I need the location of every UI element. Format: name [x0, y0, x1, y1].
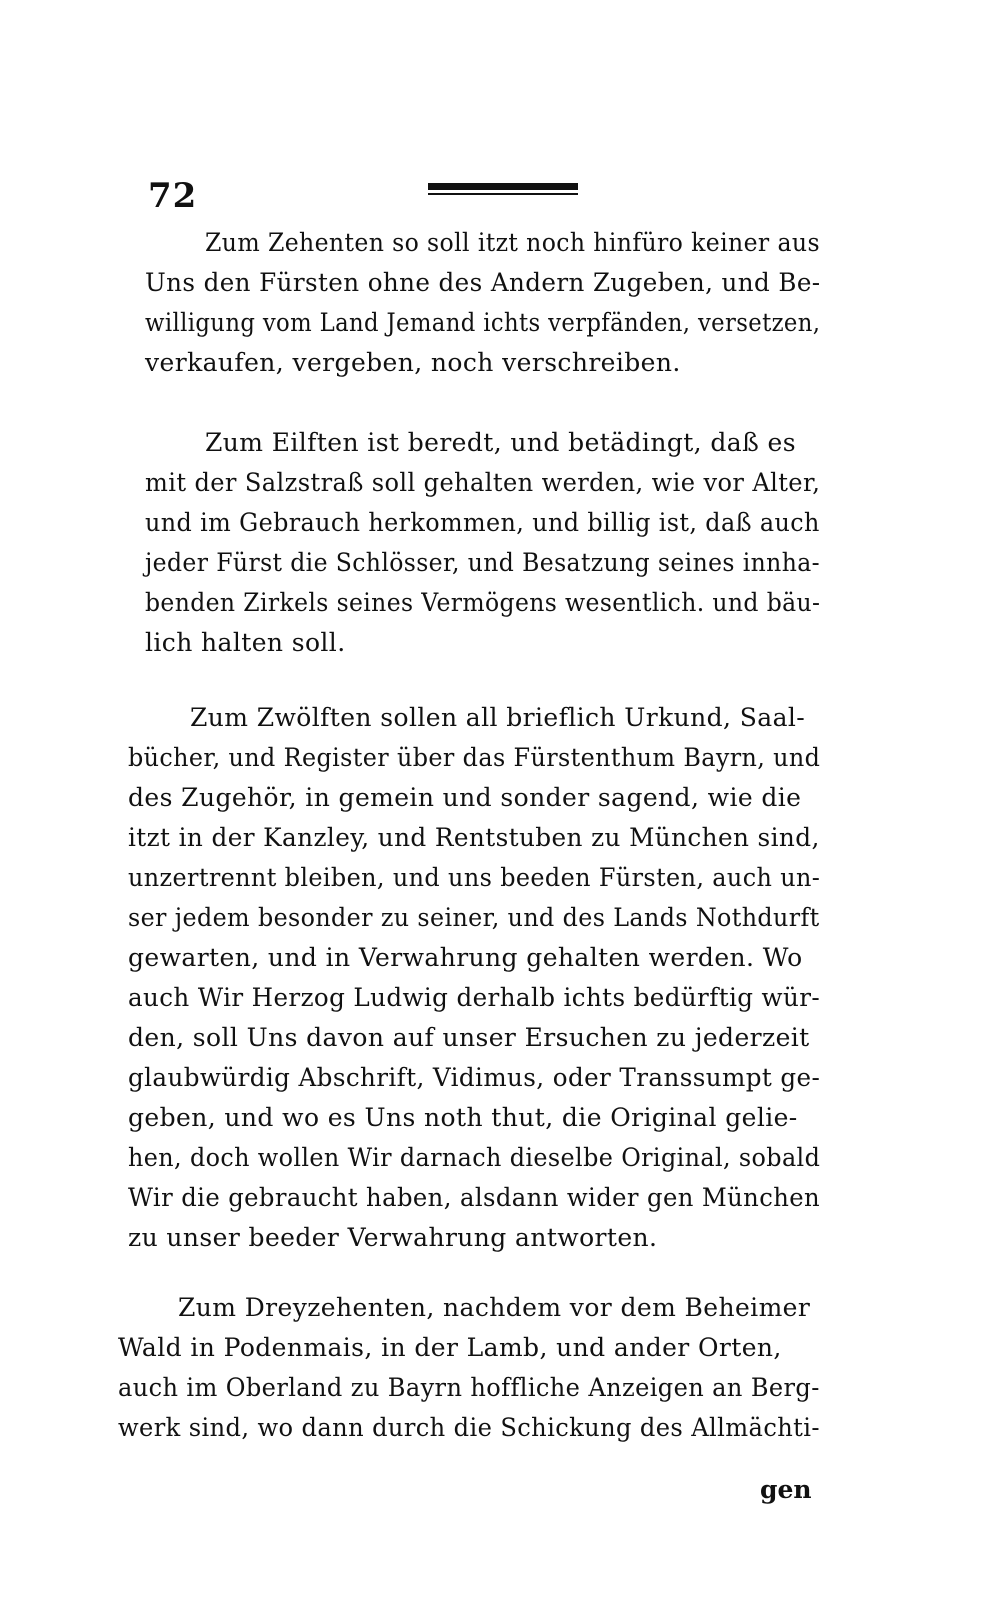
text-line: Zum Zehenten so soll itzt noch hinfüro keiner aus — [205, 228, 820, 257]
text-line: Zum Dreyzehenten, nachdem vor dem Beheimer — [178, 1293, 811, 1322]
text-line: jeder Fürst die Schlösser, und Besatzung seines innha- — [145, 548, 820, 577]
text-line: und im Gebrauch herkommen, und billig ist, daß auch — [145, 508, 820, 537]
text-line: Zum Eilften ist beredt, und betädingt, daß es — [205, 428, 796, 457]
text-line: Wald in Podenmais, in der Lamb, und ander Orten, — [118, 1333, 782, 1362]
text-line: auch im Oberland zu Bayrn hoffliche Anzeigen an Berg- — [118, 1373, 820, 1402]
text-line: benden Zirkels seines Vermögens wesentlich. und bäu- — [145, 588, 821, 617]
header-rule — [428, 183, 578, 197]
text-line: auch Wir Herzog Ludwig derhalb ichts bedürftig wür- — [128, 983, 821, 1012]
text-line: des Zugehör, in gemein und sonder sagend, wie die — [128, 783, 802, 812]
text-line: gewarten, und in Verwahrung gehalten werden. Wo — [128, 943, 803, 972]
catchword: gen — [760, 1475, 812, 1504]
text-line: willigung vom Land Jemand ichts verpfänden, versetzen, — [145, 308, 821, 337]
text-line: ser jedem besonder zu seiner, und des Lands Nothdurft — [128, 903, 820, 932]
text-line: lich halten soll. — [145, 628, 346, 657]
text-line: unzertrennt bleiben, und uns beeden Fürsten, auch un- — [128, 863, 821, 892]
text-line: bücher, und Register über das Fürstenthum Bayrn, und — [128, 743, 821, 772]
text-line: verkaufen, vergeben, noch verschreiben. — [145, 348, 681, 377]
text-line: hen, doch wollen Wir darnach dieselbe Original, sobald — [128, 1143, 821, 1172]
text-line: den, soll Uns davon auf unser Ersuchen zu jederzeit — [128, 1023, 810, 1052]
text-line: mit der Salzstraß soll gehalten werden, wie vor Alter, — [145, 468, 821, 497]
header-rule-thin — [428, 193, 578, 195]
text-line: werk sind, wo dann durch die Schickung des Allmächti- — [118, 1413, 820, 1442]
text-line: glaubwürdig Abschrift, Vidimus, oder Transsumpt ge- — [128, 1063, 821, 1092]
page-number: 72 — [148, 176, 198, 216]
text-line: Zum Zwölften sollen all brieflich Urkund, Saal- — [190, 703, 806, 732]
text-line: Wir die gebraucht haben, alsdann wider gen München — [128, 1183, 821, 1212]
text-line: Uns den Fürsten ohne des Andern Zugeben, und Be- — [145, 268, 821, 297]
header-rule-thick — [428, 183, 578, 190]
text-line: itzt in der Kanzley, und Rentstuben zu München sind, — [128, 823, 820, 852]
text-line: geben, und wo es Uns noth thut, die Original gelie- — [128, 1103, 798, 1132]
text-line: zu unser beeder Verwahrung antworten. — [128, 1223, 658, 1252]
